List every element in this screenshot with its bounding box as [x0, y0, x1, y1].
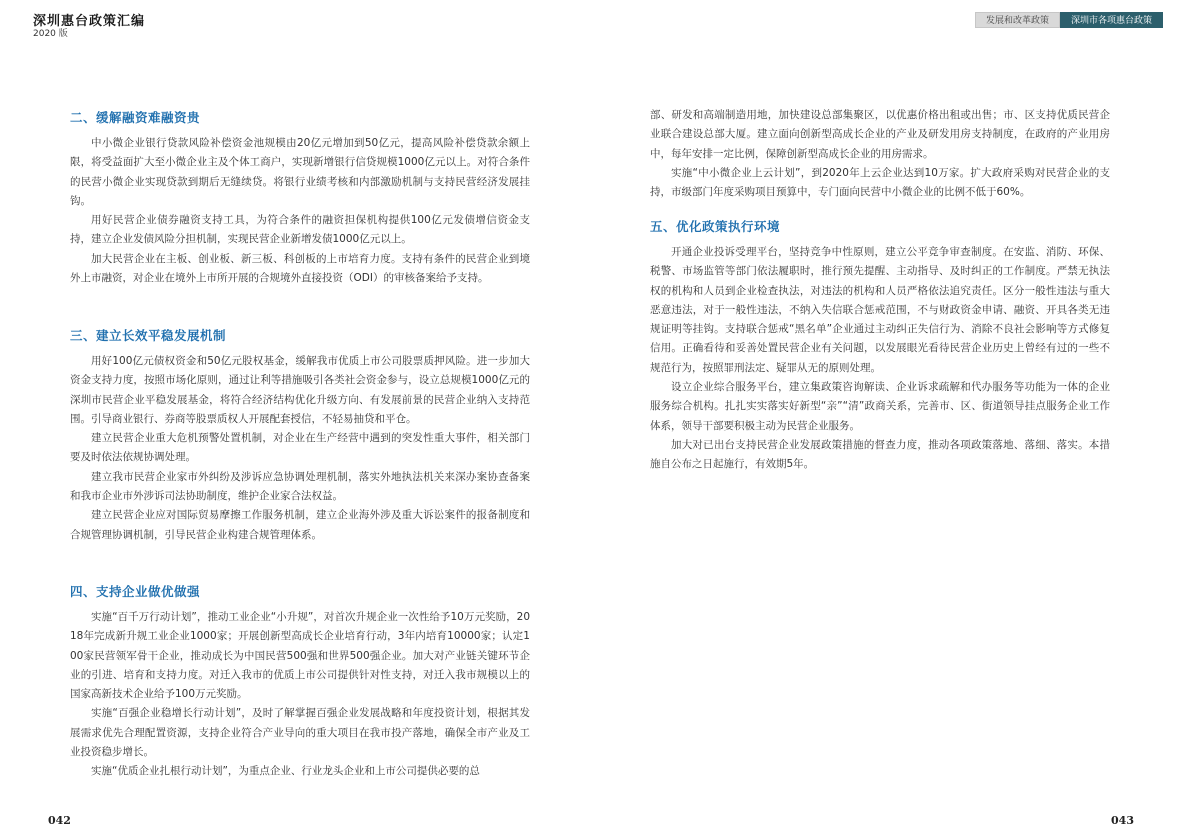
paragraph: 用好100亿元债权资金和50亿元股权基金，缓解我市优质上市公司股票质押风险。进一步加大资金支持力度，按照市场化原则，通过让利等措施吸引各类社会资金参与，设立总规模1000亿元的深圳市民营企业平稳发展基金，将符合经济结构优化升级方向、有发展前景的民营企业纳入支持范围。引导商业银行、券商等股票质权人开展配套授信，不轻易抽贷和平仓。 [70, 355, 530, 425]
section-heading: 四、支持企业做优做强 [70, 584, 201, 599]
tab-development-reform[interactable]: 发展和改革政策 [975, 12, 1060, 28]
paragraph: 加大民营企业在主板、创业板、新三板、科创板的上市培育力度。支持有条件的民营企业到境外上市融资，对企业在境外上市所开展的合规境外直接投资（ODI）的审核备案给予支持。 [70, 252, 530, 285]
paragraph: 部、研发和高端制造用地，加快建设总部集聚区，以优惠价格出租或出售；市、区支持优质民营企业联合建设总部大厦。建立面向创新型高成长企业的产业及研发用房支持制度，在政府的产业用房中，每年安排一定比例，保障创新型高成长企业的用房需求。 [650, 109, 1110, 160]
section-tabs [975, 12, 1163, 28]
section-heading: 三、建立长效平稳发展机制 [70, 328, 227, 343]
section-4 [70, 582, 530, 782]
continued-text [650, 106, 1110, 202]
page-number-left: 042 [48, 814, 71, 827]
paragraph: 用好民营企业债券融资支持工具，为符合条件的融资担保机构提供100亿元发债增信资金支持，建立企业发债风险分担机制，实现民营企业新增发债1000亿元以上。 [70, 214, 530, 246]
paragraph: 建立民营企业重大危机预警处置机制，对企业在生产经营中遇到的突发性重大事件，相关部门要及时依法依规协调处理。 [70, 432, 530, 464]
paragraph: 实施“百强企业稳增长行动计划”，及时了解掌握百强企业发展战略和年度投资计划，根据其发展需求优先合理配置资源，支持企业符合产业导向的重大项目在我市投产落地，确保全市产业及工业投资稳步增长。 [70, 707, 530, 759]
paragraph: 加大对已出台支持民营企业发展政策措施的督查力度，推动各项政策落地、落细、落实。本措施自公布之日起施行，有效期5年。 [650, 438, 1110, 471]
section-5 [650, 217, 1110, 475]
section-heading: 五、优化政策执行环境 [650, 219, 781, 234]
paragraph: 中小微企业银行贷款风险补偿资金池规模由20亿元增加到50亿元，提高风险补偿贷款余额上限，将受益面扩大至小微企业主及个体工商户，实现新增银行信贷规模1000亿元以上。对符合条件的民营小微企业实现贷款到期后无缝续贷。将银行业绩考核和内部激励机制与支持民营经济发展挂钩。 [70, 137, 530, 207]
paragraph: 开通企业投诉受理平台，坚持竞争中性原则，建立公平竞争审查制度。在安监、消防、环保、税警、市场监管等部门依法履职时，推行预先提醒、主动指导、及时纠正的工作制度。严禁无执法权的机构和人员到企业检查执法，对违法的机构和人员严格依法追究责任。区分一般性违法与重大恶意违法，对于一般性违法，不纳入失信联合惩戒范围，不与财政资金申请、融资、开具各类无违规证明等挂钩。支持联合惩戒“黑名单”企业通过主动纠正失信行为、消除不良社会影响等方式修复信用。正确看待和妥善处置民营企业有关问题，以发展眼光看待民营企业历史上曾经有过的一些不规范行为，按照罪刑法定、疑罪从无的原则处理。 [650, 246, 1110, 374]
tab-shenzhen-policies[interactable]: 深圳市各项惠台政策 [1060, 12, 1163, 28]
paragraph: 实施“中小微企业上云计划”，到2020年上云企业达到10万家。扩大政府采购对民营企业的支持，市级部门年度采购项目预算中，专门面向民营中小微企业的比例不低于60%。 [650, 166, 1110, 199]
section-2 [70, 108, 530, 288]
paragraph: 建立我市民营企业家市外纠纷及涉诉应急协调处理机制，落实外地执法机关来深办案协查备案和我市企业市外涉诉司法协助制度，维护企业家合法权益。 [70, 470, 530, 503]
paragraph: 实施“百千万行动计划”，推动工业企业“小升规”，对首次升规企业一次性给予10万元奖励，2018年完成新升规工业企业1000家；开展创新型高成长企业培育行动，3年内培育10000家；认定100家民营领军骨干企业，推动成长为中国民营500强和世界500强企业。加大对产业链关键环节企业的引进、培育和支持力度。对迁入我市的优质上市公司提供针对性支持，对迁入我市规模以上的国家高新技术企业给予100万元奖励。 [70, 611, 530, 701]
paragraph: 实施“优质企业扎根行动计划”，为重点企业、行业龙头企业和上市公司提供必要的总 [91, 765, 480, 778]
section-heading: 二、缓解融资难融资贵 [70, 110, 201, 125]
page-number-right: 043 [1111, 814, 1134, 827]
edition-year: 2020 版 [33, 29, 68, 39]
paragraph: 设立企业综合服务平台，建立集政策咨询解读、企业诉求疏解和代办服务等功能为一体的企业服务综合机构。扎扎实实落实好新型“亲”“清”政商关系，完善市、区、街道领导挂点服务企业工作体系，领导干部要积极主动为民营企业服务。 [650, 381, 1110, 432]
paragraph: 建立民营企业应对国际贸易摩擦工作服务机制，建立企业海外涉及重大诉讼案件的报备制度和合规管理协调机制，引导民营企业构建合规管理体系。 [70, 509, 530, 541]
section-3 [70, 326, 530, 545]
publication-title: 深圳惠台政策汇编 [33, 14, 146, 29]
